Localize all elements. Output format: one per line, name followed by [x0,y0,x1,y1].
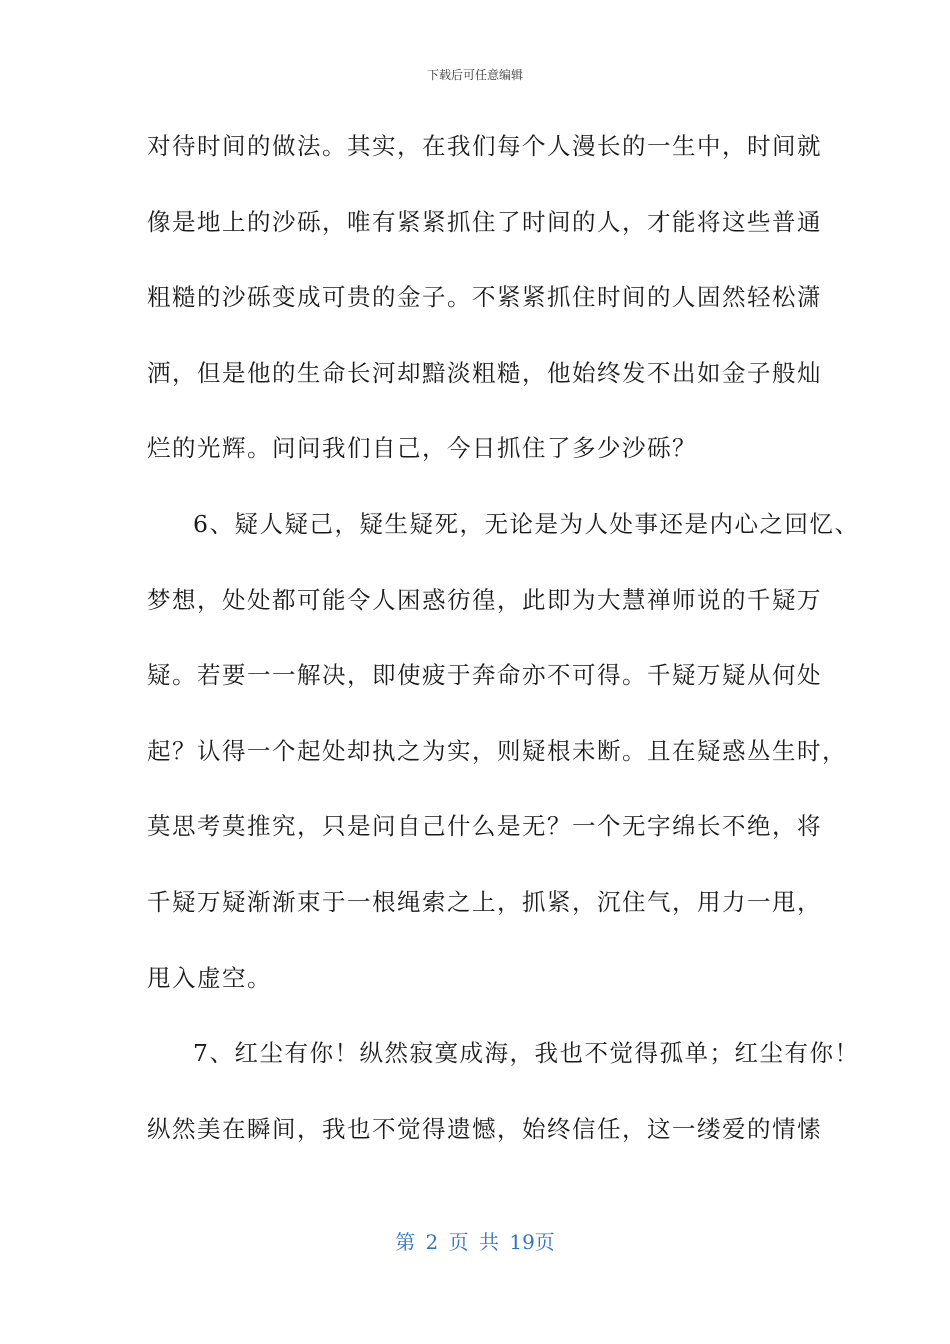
text-line: 烂的光辉。问问我们自己，今日抓住了多少沙砾？ [147,434,697,463]
paragraph-start-line: 6、疑人疑己，疑生疑死，无论是为人处事还是内心之回忆、 [193,509,860,538]
page-header: 下载后可任意编辑 [426,68,523,82]
text-line: 粗糙的沙砾变成可贵的金子。不紧紧抓住时间的人固然轻松潇 [147,283,822,312]
text-line: 像是地上的沙砾，唯有紧紧抓住了时间的人，才能将这些普通 [147,207,822,236]
text-line: 起？认得一个起处却执之为实，则疑根未断。且在疑惑丛生时， [147,736,847,765]
text-line: 对待时间的做法。其实，在我们每个人漫长的一生中，时间就 [147,132,822,160]
text-line: 纵然美在瞬间，我也不觉得遗憾，始终信任，这一缕爱的情愫 [147,1114,822,1143]
document-body [147,128,860,1186]
text-line: 洒，但是他的生命长河却黯淡粗糙，他始终发不出如金子般灿 [147,358,822,387]
text-line: 疑。若要一一解决，即使疲于奔命亦不可得。千疑万疑从何处 [147,661,822,690]
text-line: 莫思考莫推究，只是问自己什么是无？一个无字绵长不绝，将 [147,812,822,841]
text-line: 甩入虚空。 [147,963,272,992]
page-number-footer: 第 2 页 共 19页 [395,1230,555,1254]
text-line: 千疑万疑渐渐束于一根绳索之上，抓紧，沉住气，用力一甩， [147,887,822,916]
text-line: 梦想，处处都可能令人困惑彷徨，此即为大慧禅师说的千疑万 [147,585,822,614]
paragraph-start-line: 7、红尘有你！纵然寂寞成海，我也不觉得孤单；红尘有你！ [193,1039,860,1068]
